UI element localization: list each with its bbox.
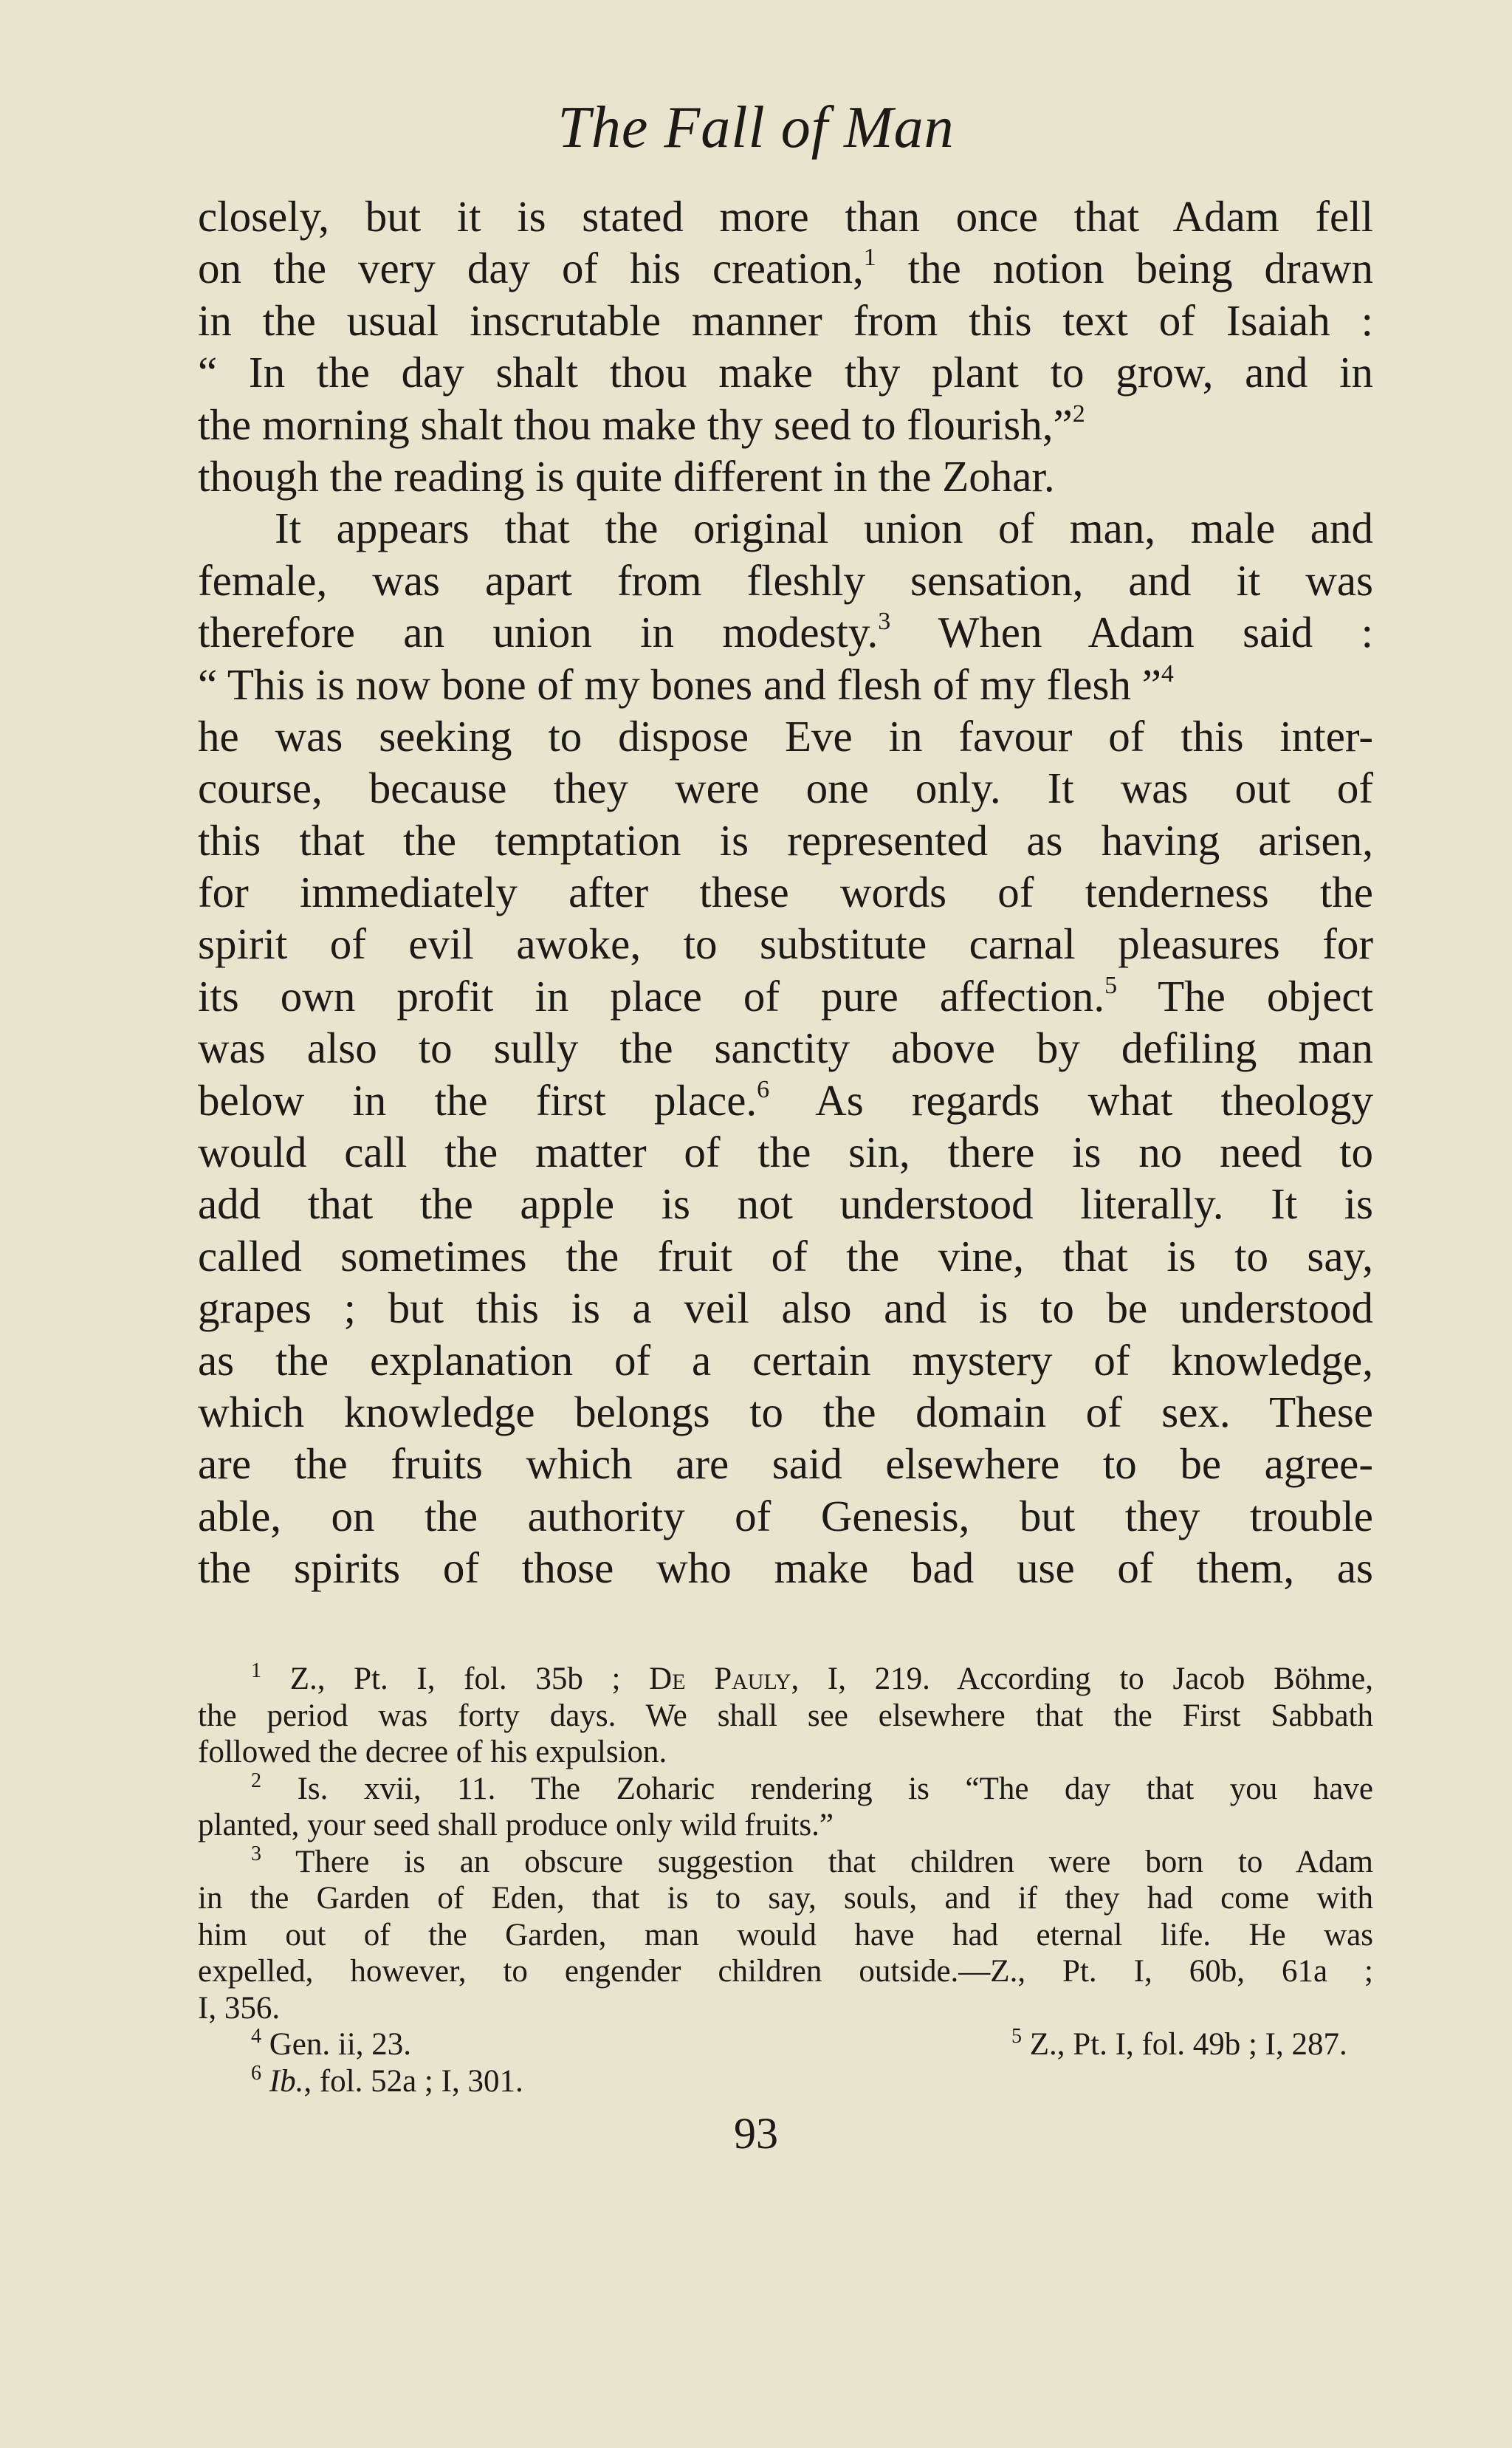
- footnote-ref: 1: [863, 244, 876, 272]
- text-line: on the very day of his creation,$^1$ the notion being drawn: [198, 244, 1373, 293]
- text-line: as the explanation of a certain mystery of knowledge,: [198, 1335, 1373, 1385]
- text-line: female, was apart from fleshly sensation, and it was: [198, 555, 1373, 605]
- footnote-2-line: planted, your seed shall produce only wild fruits.”: [198, 1808, 834, 1842]
- text-line: closely, but it is stated more than once that Adam fell: [198, 192, 1373, 241]
- text-line: able, on the authority of Genesis, but they trouble: [198, 1491, 1373, 1540]
- text-line: course, because they were one only. It was out of: [198, 764, 1373, 813]
- footnote-6-row: [198, 2063, 1373, 2100]
- footnote-5: $^5$ Z., Pt. I, fol. 49b ; I, 287.: [1011, 2025, 1347, 2062]
- text-line: though the reading is quite different in the Zohar.: [198, 451, 1055, 501]
- text-line: the morning shalt thou make thy seed to flourish,”$^2$: [198, 400, 1085, 449]
- running-head: The Fall of Man: [557, 95, 955, 160]
- footnote-2: $^2$ Is. xvii, 11. The Zoharic rendering is “The day that you have: [251, 1769, 1373, 1806]
- footnote-6: $^6$ Ib., fol. 52a ; I, 301.: [251, 2061, 523, 2099]
- text-line: are the fruits which are said elsewhere to be agree-: [198, 1439, 1373, 1489]
- text-line: “ In the day shalt thou make thy plant to grow, and in: [198, 348, 1373, 397]
- footnote-mark: 2: [251, 1769, 261, 1792]
- footnote-3: $^3$ There is an obscure suggestion that children were born to Adam: [251, 1842, 1373, 1879]
- footnotes: [198, 1661, 1373, 2099]
- footnote-ref: 2: [1072, 400, 1085, 428]
- footnote-3-line: I, 356.: [198, 1990, 281, 2026]
- text-line: add that the apple is not understood literally. It is: [198, 1179, 1373, 1229]
- footnote-3-line: in the Garden of Eden, that is to say, souls, and if they had come with: [198, 1881, 1373, 1916]
- text-line: spirit of evil awoke, to substitute carnal pleasures for: [198, 919, 1373, 969]
- footnote-1-line: the period was forty days. We shall see elsewhere that the First Sabbath: [198, 1698, 1373, 1733]
- footnote-mark: 6: [251, 2061, 261, 2085]
- footnote-mark: 3: [251, 1842, 261, 1865]
- footnote-3-line: him out of the Garden, man would have had eternal life. He was: [198, 1917, 1373, 1952]
- text-line: in the usual inscrutable manner from this text of Isaiah :: [198, 295, 1373, 345]
- text-line: this that the temptation is represented as having arisen,: [198, 815, 1373, 865]
- text-line: the spirits of those who make bad use of them, as: [198, 1543, 1373, 1593]
- text-line: he was seeking to dispose Eve in favour of this inter-: [198, 711, 1373, 761]
- text-line: which knowledge belongs to the domain of sex. These: [198, 1387, 1373, 1436]
- footnote-ref: 4: [1161, 659, 1174, 688]
- text-line: would call the matter of the sin, there is no need to: [198, 1128, 1373, 1177]
- text-line: It appears that the original union of man, male and: [275, 504, 1373, 553]
- text-line: therefore an union in modesty.$^3$ When Adam said :: [198, 608, 1374, 657]
- footnote-ref: 3: [878, 608, 891, 636]
- text-line: for immediately after these words of tenderness the: [198, 868, 1373, 917]
- footnote-mark: 4: [251, 2025, 261, 2048]
- footnote-mark: 5: [1011, 2025, 1022, 2048]
- text-line: below in the first place.$^6$ As regards what theology: [198, 1075, 1373, 1125]
- footnote-4: $^4$ Gen. ii, 23.: [251, 2025, 412, 2062]
- text-line: grapes ; but this is a veil also and is to be understood: [198, 1283, 1373, 1333]
- footnote-ref: 6: [757, 1075, 770, 1103]
- body-text: [198, 191, 1373, 1594]
- footnote-3-line: expelled, however, to engender children outside.—Z., Pt. I, 60b, 61a ;: [198, 1954, 1373, 1989]
- footnote-1-line: followed the decree of his expulsion.: [198, 1735, 667, 1769]
- footnotes-4-5: [198, 2026, 1373, 2063]
- text-line: its own profit in place of pure affection.$^5$ The object: [198, 971, 1373, 1021]
- text-line: “ This is now bone of my bones and flesh of my flesh ”$^4$: [198, 659, 1174, 709]
- footnote-ref: 5: [1104, 971, 1118, 999]
- footnote-1: $^1$ Z., Pt. I, fol. 35b ; De Pauly, I, 219. According to Jacob Böhme,: [251, 1659, 1373, 1696]
- text-line: called sometimes the fruit of the vine, that is to say,: [198, 1231, 1373, 1280]
- footnote-mark: 1: [251, 1659, 261, 1682]
- page-number: 93: [734, 2109, 778, 2158]
- text-line: was also to sully the sanctity above by defiling man: [198, 1024, 1373, 1073]
